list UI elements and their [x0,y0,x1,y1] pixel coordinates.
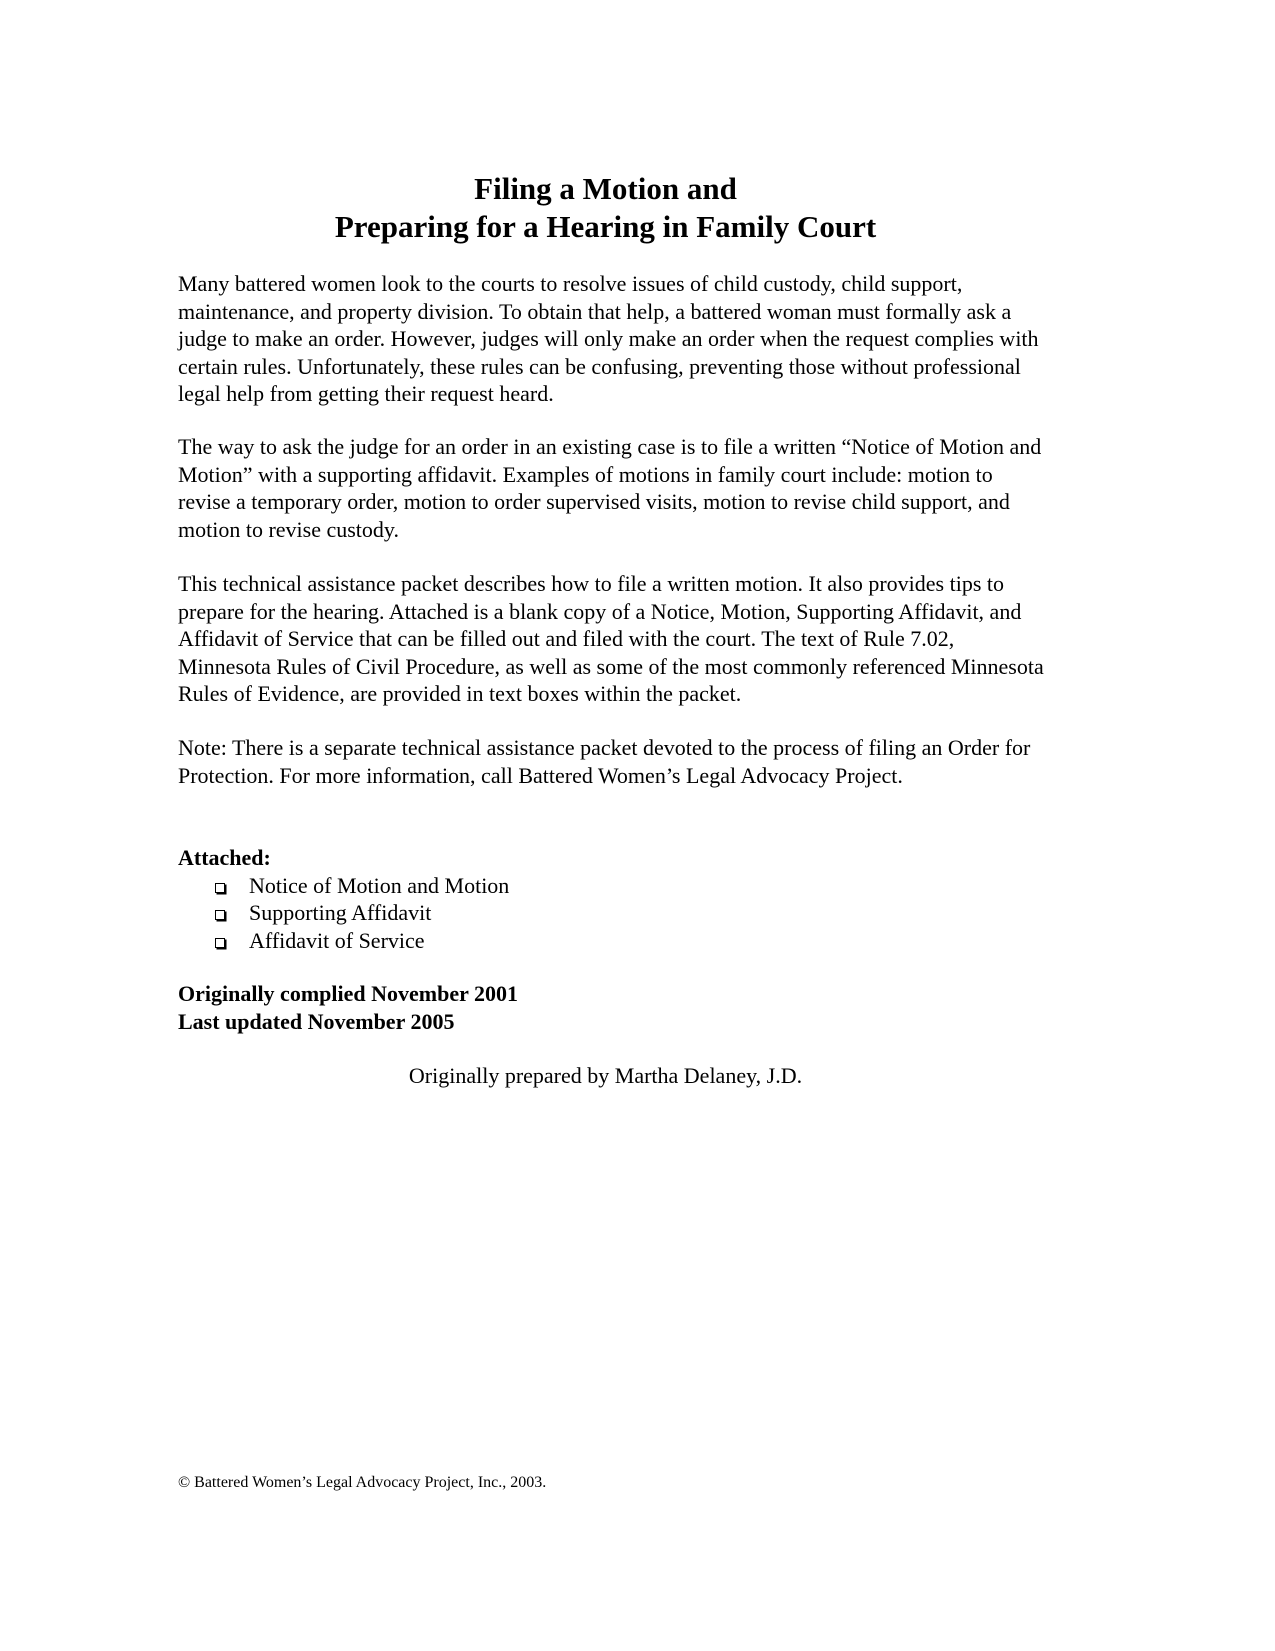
copyright-footer: © Battered Women’s Legal Advocacy Project, Inc., 2003. [178,1474,547,1491]
title-line-1: Filing a Motion and [474,171,737,206]
paragraph-note: Note: There is a separate technical assistance packet devoted to the process of filing an Order for Protection. For more information, call Battered Women’s Legal Advocacy Project. [178,735,1031,788]
document-title [178,170,1033,246]
list-item-label: Notice of Motion and Motion [249,872,510,898]
list-item [178,899,1038,927]
list-item-label: Supporting Affidavit [249,900,432,925]
attached-list [178,872,1038,955]
list-item-label: Affidavit of Service [249,927,425,953]
checkbox-icon [215,938,225,948]
paragraph-motion: The way to ask the judge for an order in an existing case is to file a written “Notice of Motion and Motion” with a supporting affidavit. Examples of motions in family court include: motion to revise a temporary order, motion to order supervised visits, motion to revise child support, and motion to revise custody. [178,434,1042,542]
attached-section [178,844,1038,954]
dates-block [178,980,518,1035]
list-item [178,927,1038,955]
paragraph-packet: This technical assistance packet describes how to file a written motion. It also provides tips to prepare for the hearing. Attached is a blank copy of a Notice, Motion, Supporting Affidavit, and Affidavit of Service that can be filled out and filed with the court. The text of Rule 7.02, Minnesota Rules of Civil Procedure, as well as some of the most commonly referenced Minnesota Rules of Evidence, are provided in text boxes within the packet. [178,571,1044,706]
compiled-date: Originally complied November 2001 [178,981,518,1006]
checkbox-icon [215,883,225,893]
paragraph-intro: Many battered women look to the courts to resolve issues of child custody, child support, maintenance, and property division. To obtain that help, a battered woman must formally ask a judge to make an order. However, judges will only make an order when the request complies with certain rules. Unfortunately, these rules can be confusing, preventing those without professional legal help from getting their request heard. [178,271,1039,406]
prepared-by: Originally prepared by Martha Delaney, J.D. [408,1063,803,1088]
list-item [178,872,1038,900]
attached-heading: Attached: [178,845,271,870]
updated-date: Last updated November 2005 [178,1008,455,1034]
checkbox-icon [215,910,225,920]
title-line-2: Preparing for a Hearing in Family Court [334,209,877,244]
